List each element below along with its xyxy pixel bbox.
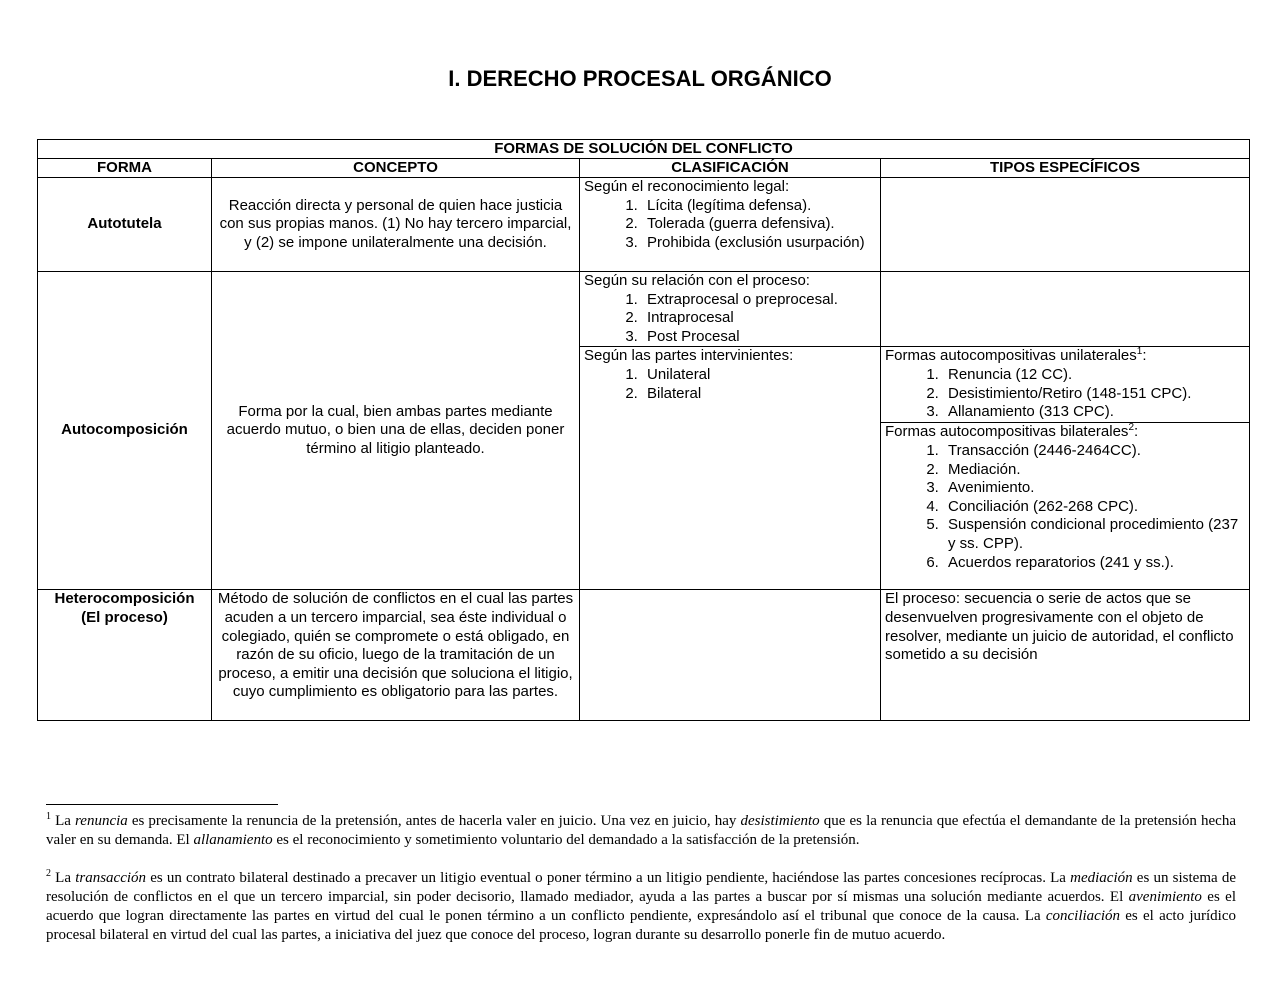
clasificacion-list [584, 366, 876, 403]
tipos-list [885, 442, 1245, 572]
clasificacion-list [584, 197, 876, 253]
clasificacion-heterocomposicion [580, 590, 881, 721]
footnote-term: mediación [1070, 870, 1133, 886]
footnote-text: La [51, 870, 76, 886]
footnote-term: conciliación [1045, 908, 1121, 924]
list-item: 2. Tolerada (guerra defensiva). [642, 215, 876, 234]
tipos-intro-text: Formas autocompositivas bilaterales [885, 423, 1129, 441]
list-item: 1. Unilateral [642, 366, 876, 385]
list-item: 2. Intraprocesal [642, 309, 876, 328]
concepto-autotutela: Reacción directa y personal de quien hace justicia con sus propias manos. (1) No hay tercero imparcial, y (2) se impone unilateralmente una decisión. [212, 178, 580, 272]
table-row-autotutela [38, 178, 1250, 272]
footnote-marker: 2 [46, 868, 51, 879]
tipos-intro [885, 347, 1245, 366]
footnote-text: es un sistema de resolución de conflictos en el que un tercero imparcial, sin poder decisorio, llamado mediador, ayuda a las partes a buscar por sí mismas una solución mediante acuerdos. El [46, 870, 1236, 905]
tipos-autotutela [881, 178, 1250, 272]
concepto-heterocomposicion: Método de solución de conflictos en el cual las partes acuden a un tercero imparcial, sea éste individual o colegiado, quién se compromete o está obligado, en razón de su oficio, luego de la tramitación de un proceso, a emitir una decisión que soluciona el litigio, cuyo cumplimiento es obligatorio para las partes. [212, 590, 580, 721]
clasificacion-intro: Según el reconocimiento legal: [584, 178, 790, 195]
tipos-intro [885, 423, 1245, 442]
forma-sublabel: (El proceso) [81, 608, 168, 626]
list-item: 3. Allanamiento (313 CPC). [943, 403, 1245, 422]
footnote-text: es el acto jurídico procesal bilateral en virtud del cual las partes, a iniciativa del juez que conoce del proceso, logran durante su desarrollo ponerle fin de mutuo acuerdo. [46, 908, 1236, 943]
footnote-term: desistimiento [740, 813, 820, 829]
list-item: 1. Lícita (legítima defensa). [642, 197, 876, 216]
footnote-term: renuncia [75, 813, 128, 829]
table-caption: FORMAS DE SOLUCIÓN DEL CONFLICTO [38, 140, 1250, 159]
tipos-unilaterales [881, 347, 1250, 423]
footnote-text: que es la renuncia que efectúa el demandante de la pretensión hecha valer en su demanda. El [46, 813, 1236, 848]
list-item: 3. Post Procesal [642, 328, 876, 347]
tipos-list [885, 366, 1245, 422]
header-concepto: CONCEPTO [212, 159, 580, 178]
header-forma: FORMA [38, 159, 212, 178]
footnote-1 [46, 812, 1236, 850]
concepto-autocomposicion: Forma por la cual, bien ambas partes mediante acuerdo mutuo, o bien una de ellas, deciden poner término al litigio planteado. [212, 272, 580, 590]
clasificacion-intro: Según las partes intervinientes: [584, 347, 794, 365]
header-clasificacion: CLASIFICACIÓN [580, 159, 881, 178]
footnote-2 [46, 869, 1236, 945]
clasificacion-autotutela [580, 178, 881, 272]
forma-heterocomposicion [38, 590, 212, 721]
forma-label: Heterocomposición [54, 590, 195, 608]
footnote-text: es el reconocimiento y sometimiento voluntario del demandado a la satisfacción de la pretensión. [272, 832, 860, 848]
footnotes [46, 812, 1236, 945]
forma-autotutela: Autotutela [38, 178, 212, 272]
clasificacion-partes [580, 347, 881, 590]
footnote-term: avenimiento [1128, 889, 1202, 905]
list-item: 3. Avenimiento. [943, 479, 1245, 498]
table-header-row [38, 159, 1250, 178]
list-item: 2. Bilateral [642, 385, 876, 404]
footnote-marker: 1 [46, 811, 51, 822]
page-title: I. DERECHO PROCESAL ORGÁNICO [448, 66, 832, 91]
list-item: 1. Extraprocesal o preprocesal. [642, 291, 876, 310]
tipos-heterocomposicion: El proceso: secuencia o serie de actos que se desenvuelven progresivamente con el objeto de resolver, mediante un juicio de autoridad, el conflicto sometido a su decisión [881, 590, 1250, 721]
footnote-term: allanamiento [193, 832, 273, 848]
list-item: 5. Suspensión condicional procedimiento (237 y ss. CPP). [943, 516, 1245, 553]
table-row-heterocomposicion [38, 590, 1250, 721]
list-item: 1. Transacción (2446-2464CC). [943, 442, 1245, 461]
clasificacion-list [584, 291, 876, 347]
footnote-text: es precisamente la renuncia de la pretensión, antes de hacerla valer en juicio. Una vez en juicio, hay [127, 813, 741, 829]
footnote-separator [46, 804, 278, 805]
clasificacion-intro: Según su relación con el proceso: [584, 272, 810, 289]
list-item: 2. Desistimiento/Retiro (148-151 CPC). [943, 385, 1245, 404]
table-row-autocomposicion [38, 272, 1250, 347]
footnote-text: La [51, 813, 75, 829]
list-item: 6. Acuerdos reparatorios (241 y ss.). [943, 554, 1245, 573]
list-item: 3. Prohibida (exclusión usurpación) [642, 234, 876, 253]
clasificacion-proceso [580, 272, 881, 347]
list-item: 1. Renuncia (12 CC). [943, 366, 1245, 385]
header-tipos: TIPOS ESPECÍFICOS [881, 159, 1250, 178]
list-item: 2. Mediación. [943, 461, 1245, 480]
tipos-empty [881, 272, 1250, 347]
footnote-text: es un contrato bilateral destinado a precaver un litigio eventual o poner término a un litigio pendiente, haciéndose las partes concesiones recíprocas. La [146, 870, 1071, 886]
solution-forms-table [37, 139, 1250, 721]
footnote-ref-1: 1 [1136, 346, 1143, 358]
forma-autocomposicion: Autocomposición [38, 272, 212, 590]
tipos-intro-colon: : [1142, 347, 1147, 365]
footnote-ref-2: 2 [1128, 422, 1134, 434]
table-caption-row [38, 140, 1250, 159]
tipos-intro-colon: : [1134, 423, 1139, 441]
footnote-text: es el acuerdo que logran directamente las partes en virtud del cual le ponen término a un conflicto pendiente, expresándolo así el tribunal que conoce de la causa. La [46, 889, 1236, 924]
footnote-term: transacción [75, 870, 147, 886]
list-item: 4. Conciliación (262-268 CPC). [943, 498, 1245, 517]
tipos-bilaterales [881, 423, 1250, 590]
tipos-intro-text: Formas autocompositivas unilaterales [885, 347, 1137, 365]
